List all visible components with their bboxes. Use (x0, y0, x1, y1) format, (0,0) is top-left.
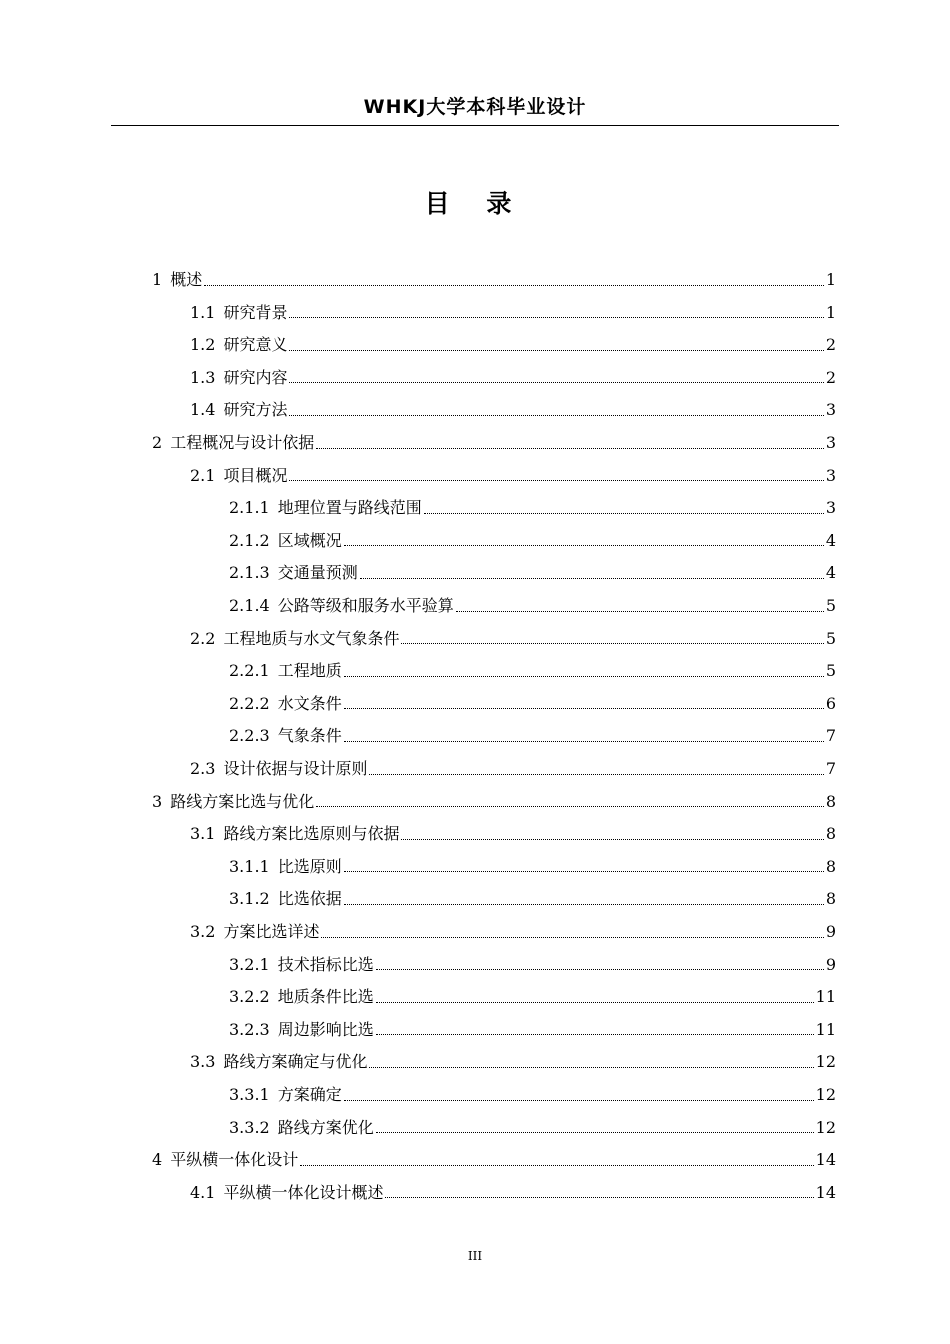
toc-dot-leader (344, 1100, 814, 1101)
toc-entry-title: 比选原则 (277, 856, 342, 876)
toc-dot-leader (204, 285, 824, 286)
toc-dot-leader (376, 1034, 814, 1035)
toc-dot-leader (376, 969, 824, 970)
toc-entry-title: 公路等级和服务水平验算 (277, 596, 454, 615)
toc-entry-title: 技术指标比选 (277, 954, 374, 974)
toc-dot-leader (369, 774, 823, 775)
toc-dot-leader (360, 578, 824, 579)
toc-entry[interactable] (229, 688, 836, 720)
toc-entry-page: 12 (815, 1085, 836, 1104)
toc-entry-page: 8 (825, 824, 836, 844)
toc-dot-leader (289, 382, 823, 383)
toc-entry-page: 8 (825, 856, 836, 876)
toc-entry-title: 概述 (170, 270, 203, 289)
toc-entry[interactable] (229, 1079, 836, 1111)
toc-entry-number: 3.3 (190, 1052, 216, 1072)
toc-entry[interactable] (229, 720, 836, 752)
toc-entry[interactable] (190, 753, 836, 785)
toc-entry-page: 3 (825, 498, 836, 518)
toc-entry[interactable] (229, 525, 836, 557)
toc-entry-page: 11 (815, 1019, 836, 1039)
toc-dot-leader (300, 1165, 813, 1166)
toc-entry-number: 4.1 (190, 1182, 216, 1202)
toc-entry-number: 3.1 (190, 824, 216, 844)
toc-entry-title: 工程概况与设计依据 (170, 433, 315, 452)
toc-dot-leader (424, 513, 824, 514)
toc-dot-leader (316, 806, 824, 807)
toc-entry-title: 工程地质与水文气象条件 (223, 628, 400, 648)
toc-entry-page: 5 (825, 661, 836, 681)
toc-entry-number: 3.1.1 (229, 856, 270, 876)
toc-dot-leader (401, 839, 823, 840)
toc-dot-leader (344, 676, 824, 677)
toc-entry-page: 4 (825, 563, 836, 583)
toc-entry[interactable] (190, 297, 836, 329)
toc-entry-title: 水文条件 (277, 693, 342, 713)
toc-dot-leader (344, 545, 824, 546)
toc-entry-page: 5 (825, 596, 836, 615)
toc-entry-number: 2.1.3 (229, 563, 270, 583)
toc-entry[interactable] (229, 981, 836, 1013)
toc-entry[interactable] (229, 1112, 836, 1144)
toc-entry-title: 设计依据与设计原则 (223, 759, 368, 778)
toc-entry-title: 研究方法 (223, 400, 288, 420)
toc-entry-title: 路线方案确定与优化 (223, 1052, 368, 1072)
toc-entry-number: 2.3 (190, 759, 216, 778)
toc-entry-title: 研究背景 (223, 302, 288, 322)
toc-entry-title: 平纵横一体化设计 (170, 1150, 299, 1170)
toc-entry-number: 1.1 (190, 302, 216, 322)
toc-entry-title: 平纵横一体化设计概述 (223, 1182, 384, 1202)
toc-dot-leader (289, 350, 823, 351)
toc-entry[interactable] (229, 492, 836, 524)
toc-entry-title: 路线方案优化 (277, 1117, 374, 1137)
toc-entry-page: 3 (825, 465, 836, 485)
toc-dot-leader (344, 708, 824, 709)
toc-entry[interactable] (152, 786, 836, 818)
toc-entry[interactable] (152, 1144, 836, 1176)
toc-entry-title: 区域概况 (277, 530, 342, 550)
header-divider (111, 125, 839, 126)
toc-entry-page: 3 (825, 400, 836, 420)
toc-entry-number: 3.1.2 (229, 889, 270, 909)
toc-dot-leader (321, 937, 823, 938)
page-header-title: WHKJ大学本科毕业设计 (363, 96, 587, 118)
toc-entry[interactable] (229, 590, 836, 622)
toc-entry-page: 8 (825, 889, 836, 909)
toc-entry[interactable] (229, 1014, 836, 1046)
toc-entry-number: 2.2.2 (229, 693, 270, 713)
toc-entry-title: 工程地质 (277, 661, 342, 681)
toc-entry[interactable] (229, 949, 836, 981)
toc-entry-page: 1 (825, 270, 836, 289)
toc-entry-number: 2.1.1 (229, 498, 270, 518)
toc-entry-title: 比选依据 (277, 889, 342, 909)
toc-dot-leader (376, 1002, 814, 1003)
toc-dot-leader (289, 480, 823, 481)
toc-entry-title: 方案确定 (277, 1085, 342, 1104)
toc-dot-leader (401, 643, 823, 644)
toc-title: 目 录 (424, 189, 526, 218)
toc-entry[interactable] (190, 394, 836, 426)
toc-entry-number: 2.1.2 (229, 530, 270, 550)
toc-entry-title: 研究内容 (223, 367, 288, 387)
toc-entry-page: 6 (825, 693, 836, 713)
toc-entry-number: 4 (152, 1150, 163, 1170)
toc-entry[interactable] (190, 916, 836, 948)
toc-entry-number: 3.2 (190, 922, 216, 941)
toc-entry-page: 4 (825, 530, 836, 550)
toc-entry-page: 8 (825, 791, 836, 811)
toc-entry-number: 3.3.1 (229, 1085, 270, 1104)
toc-entry-title: 路线方案比选原则与依据 (223, 824, 400, 844)
toc-entry[interactable] (190, 329, 836, 361)
toc-entry-number: 3.2.1 (229, 954, 270, 974)
toc-entry-title: 地理位置与路线范围 (277, 498, 422, 518)
toc-entry[interactable] (229, 851, 836, 883)
toc-entry-title: 方案比选详述 (223, 922, 320, 941)
toc-entry-title: 周边影响比选 (277, 1019, 374, 1039)
toc-entry-title: 交通量预测 (277, 563, 358, 583)
toc-entry-number: 2.1.4 (229, 596, 270, 615)
toc-entry-page: 7 (825, 726, 836, 746)
toc-entry-title: 路线方案比选与优化 (170, 791, 315, 811)
toc-entry-title: 研究意义 (223, 335, 288, 355)
toc-dot-leader (316, 448, 824, 449)
toc-entry[interactable] (190, 1177, 836, 1209)
toc-entry-number: 1.2 (190, 335, 216, 355)
toc-dot-leader (344, 741, 824, 742)
toc-dot-leader (456, 611, 824, 612)
toc-dot-leader (344, 904, 824, 905)
toc-entry-number: 1.3 (190, 367, 216, 387)
toc-dot-leader (289, 317, 823, 318)
toc-entry-number: 3.3.2 (229, 1117, 270, 1137)
toc-entry-page: 12 (815, 1052, 836, 1072)
toc-entry-number: 2.1 (190, 465, 216, 485)
toc-entry-number: 2.2 (190, 628, 216, 648)
toc-entry-number: 3.2.3 (229, 1019, 270, 1039)
toc-entry-page: 2 (825, 367, 836, 387)
toc-entry-page: 9 (825, 954, 836, 974)
toc-entry-number: 1 (152, 270, 163, 289)
toc-entry-number: 2 (152, 433, 163, 452)
toc-entry-page: 14 (815, 1182, 836, 1202)
toc-entry-title: 气象条件 (277, 726, 342, 746)
toc-entry[interactable] (190, 818, 836, 850)
toc-entry-title: 地质条件比选 (277, 987, 374, 1007)
toc-entry-number: 3 (152, 791, 163, 811)
toc-entry-page: 2 (825, 335, 836, 355)
toc-dot-leader (289, 415, 823, 416)
toc-dot-leader (385, 1197, 813, 1198)
toc-entry-page: 12 (815, 1117, 836, 1137)
toc-entry-page: 14 (815, 1150, 836, 1170)
toc-dot-leader (344, 871, 824, 872)
toc-entry[interactable] (229, 557, 836, 589)
toc-entry-number: 2.2.1 (229, 661, 270, 681)
toc-entry[interactable] (229, 883, 836, 915)
toc-entry-number: 3.2.2 (229, 987, 270, 1007)
toc-entry-number: 1.4 (190, 400, 216, 420)
toc-entry-page: 11 (815, 987, 836, 1007)
footer-page-number: III (467, 1249, 483, 1263)
toc-entry-page: 7 (825, 759, 836, 778)
toc-entry[interactable] (152, 427, 836, 459)
toc-entry[interactable] (190, 362, 836, 394)
toc-entry[interactable] (190, 623, 836, 655)
toc-entry-page: 1 (825, 302, 836, 322)
toc-entry[interactable] (152, 264, 836, 296)
toc-entry-page: 9 (825, 922, 836, 941)
toc-entry[interactable] (190, 460, 836, 492)
toc-dot-leader (376, 1132, 814, 1133)
toc-entry-number: 2.2.3 (229, 726, 270, 746)
toc-entry-page: 3 (825, 433, 836, 452)
toc-entry[interactable] (229, 655, 836, 687)
toc-entry-page: 5 (825, 628, 836, 648)
toc-entry[interactable] (190, 1046, 836, 1078)
toc-entry-title: 项目概况 (223, 465, 288, 485)
toc-dot-leader (369, 1067, 813, 1068)
